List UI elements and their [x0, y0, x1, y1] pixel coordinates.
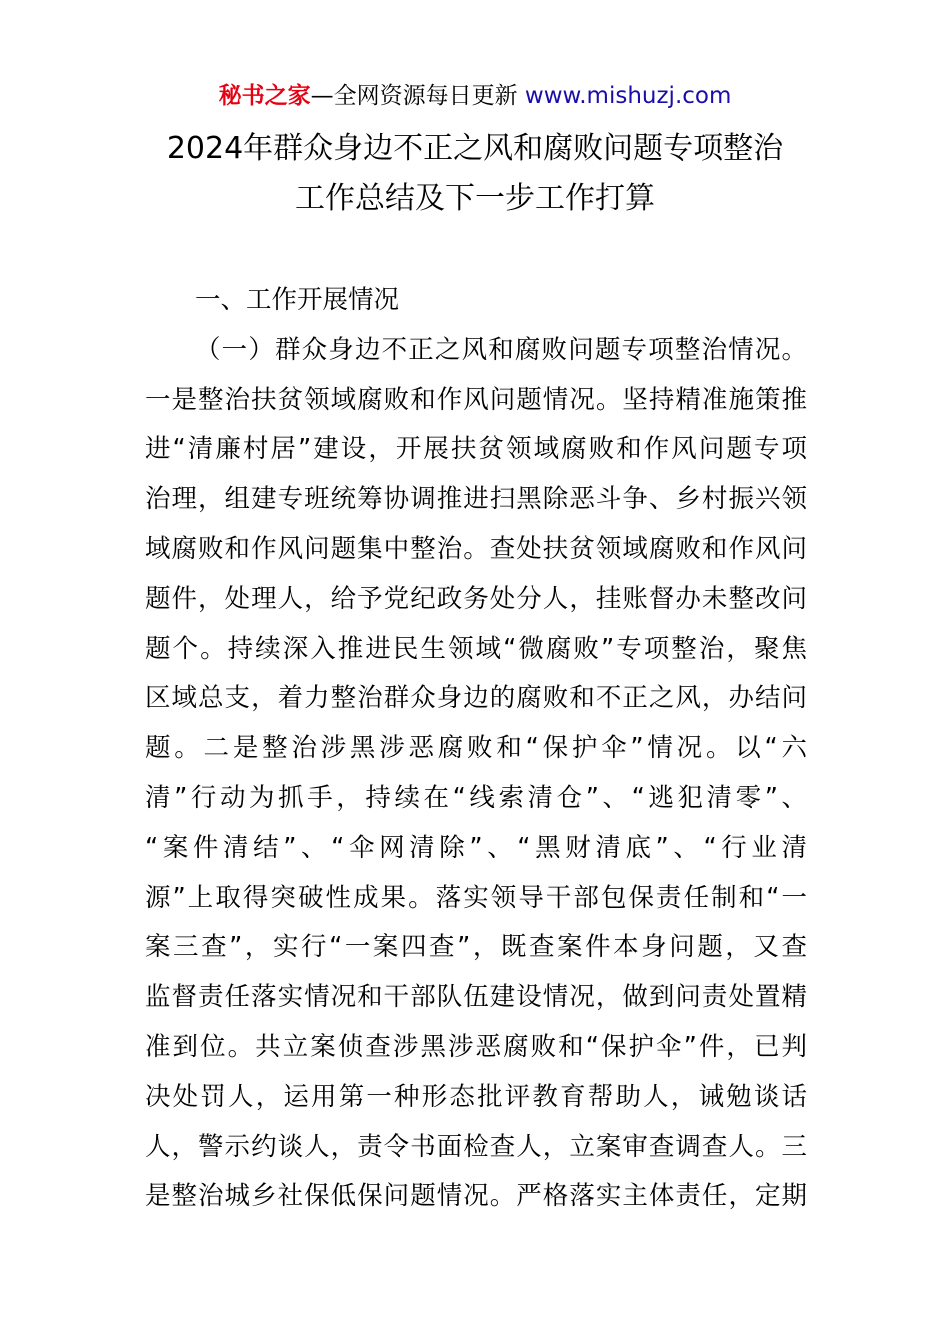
document-title [0, 124, 950, 224]
paragraph-line: “案件清结”、“伞网清除”、“黑财清底”、“行业清 [145, 832, 807, 863]
title-line-1: 2024年群众身边不正之风和腐败问题专项整治 [166, 131, 784, 166]
site-banner [0, 80, 950, 112]
paragraph-line: 准到位。共立案侦查涉黑涉恶腐败和“保护伞”件，已判 [145, 1031, 807, 1062]
paragraph-line: 进“清廉村居”建设，开展扶贫领域腐败和作风问题专项 [145, 434, 807, 465]
paragraph-line: 题个。持续深入推进民生领域“微腐败”专项整治，聚焦 [145, 633, 807, 664]
document-body [145, 276, 807, 1222]
title-line-2: 工作总结及下一步工作打算 [295, 181, 655, 216]
paragraph-line: 题件，处理人，给予党纪政务处分人，挂账督办未整改问 [145, 583, 807, 614]
site-tagline: —全网资源每日更新 [310, 83, 525, 109]
section-heading: 一、工作开展情况 [195, 285, 400, 315]
paragraph-line: 案三查”，实行“一案四查”，既查案件本身问题，又查 [145, 932, 807, 963]
paragraph-line: 决处罚人，运用第一种形态批评教育帮助人，诫勉谈话 [145, 1081, 807, 1112]
paragraph-line: 清”行动为抓手，持续在“线索清仓”、“逃犯清零”、 [145, 782, 807, 813]
paragraph-line: 题。二是整治涉黑涉恶腐败和“保护伞”情况。以“六 [145, 733, 807, 764]
site-brand: 秘书之家 [218, 83, 311, 109]
paragraph-line: 人，警示约谈人，责令书面检查人，立案审查调查人。三 [145, 1131, 807, 1162]
paragraph-line: 一是整治扶贫领域腐败和作风问题情况。坚持精准施策推 [145, 384, 807, 415]
paragraph-line: 监督责任落实情况和干部队伍建设情况，做到问责处置精 [145, 982, 807, 1013]
paragraph-line: 域腐败和作风问题集中整治。查处扶贫领域腐败和作风问 [145, 533, 807, 564]
paragraph-line: （一）群众身边不正之风和腐败问题专项整治情况。 [195, 334, 807, 365]
paragraph-line: 区域总支，着力整治群众身边的腐败和不正之风，办结问 [145, 683, 807, 714]
paragraph-line: 源”上取得突破性成果。落实领导干部包保责任制和“一 [145, 882, 807, 913]
site-url-link[interactable]: www.mishuzj.com [524, 83, 732, 109]
paragraph-line: 治理，组建专班统筹协调推进扫黑除恶斗争、乡村振兴领 [145, 484, 807, 515]
paragraph-line: 是整治城乡社保低保问题情况。严格落实主体责任，定期 [145, 1181, 807, 1212]
